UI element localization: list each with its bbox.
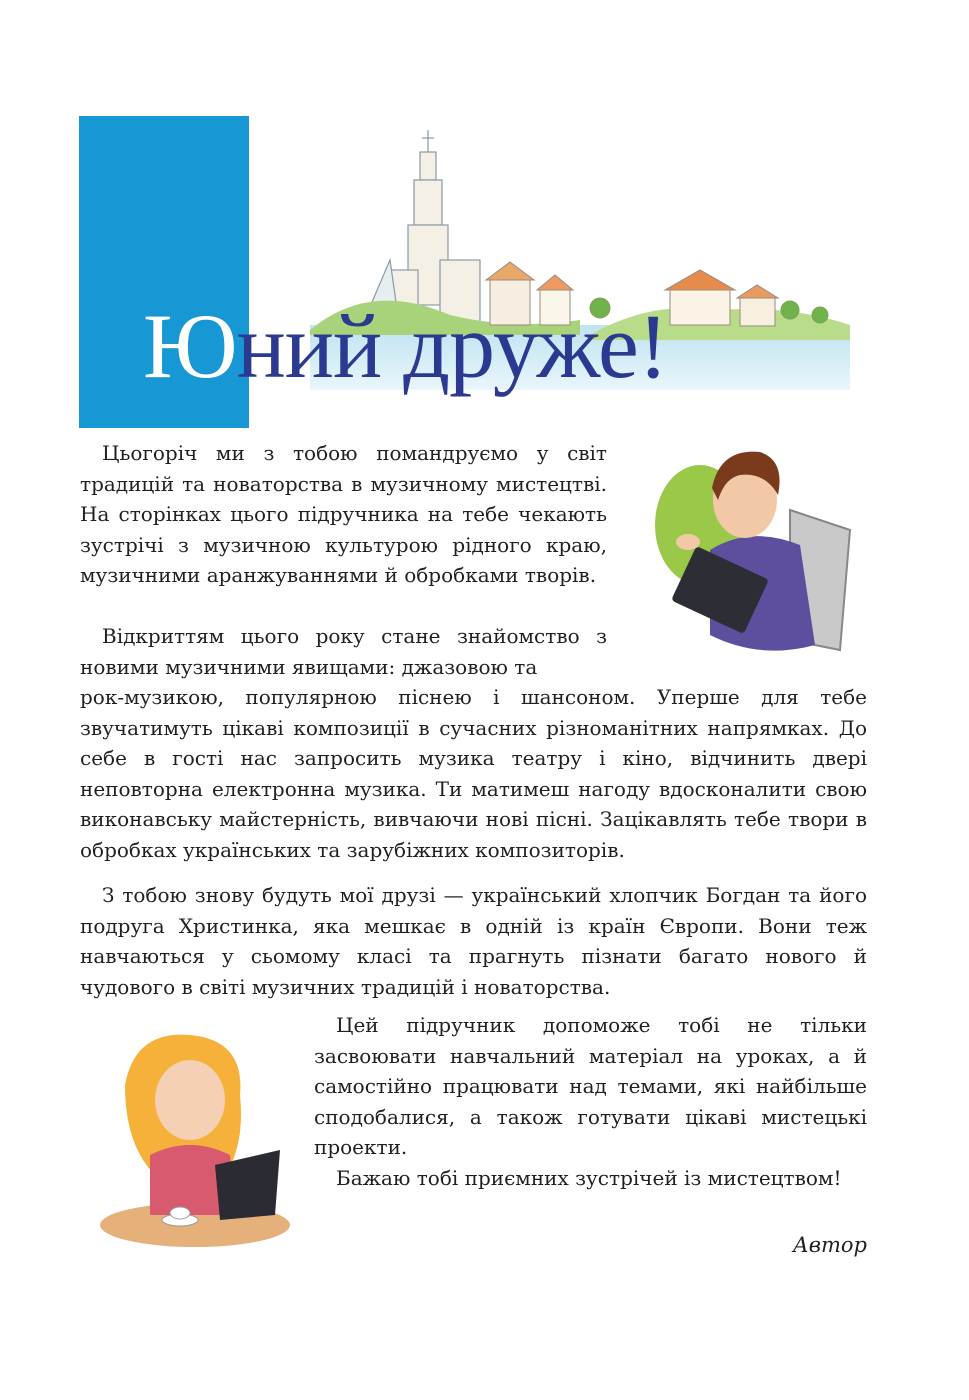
paragraph-4: Цей підручник допоможе тобі не тільки засвоювати навчальний матеріал на уроках, а й самостійно працювати над темами, які найбільше сподобалися, а також готувати цікаві мистецькі проекти. [314,1013,867,1160]
paragraph-1: Цьогоріч ми з тобою помандруємо у світ традицій та новаторства в музичному мистецтві. На сторінках цього підручника на тебе чекають зустрічі з музичною культурою рідного краю, музичними аранжуваннями й обробками творів. [80,441,607,588]
paragraph-2-start: Відкриттям цього року стане знайомство з новими музичними явищами: джазовою та [80,624,607,679]
boy-with-laptop-illustration [640,430,860,660]
paragraph-3: З тобою знову будуть мої друзі — український хлопчик Богдан та його подруга Христинка, яка мешкає в одній із країн Європи. Вони теж навчаються у сьомому класі та прагнуть пізнати багато нового й чудового в світі музичних традицій і новаторства. [80,883,867,999]
author-signature: Автор [792,1233,867,1257]
paragraph-5: Бажаю тобі приємних зустрічей із мистецтвом! [336,1166,842,1190]
title-rest: ний друже! [236,295,668,397]
title-first-letter: Ю [143,295,237,397]
page-title [143,295,668,397]
paragraph-2-rest: рок-музикою, популярною піснею і шансоном. Уперше для тебе звучатимуть цікаві композиції в сучасних різноманітних напрямках. До себе в гості нас запросить музика театру і кіно, відчинить двері неповторна електронна музика. Ти матимеш нагоду вдосконалити свою виконавську майстерність, вивчаючи нові пісні. Зацікавлять тебе твори в обробках українських та зарубіжних композиторів. [80,685,867,862]
girl-with-laptop-illustration [95,1025,295,1250]
